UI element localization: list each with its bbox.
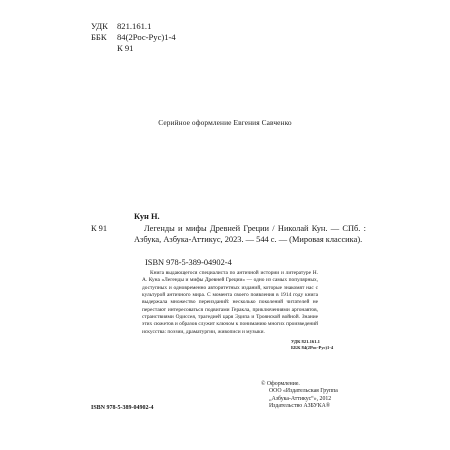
copyright-line: © Оформление. [261, 381, 300, 387]
bbk-line [91, 32, 176, 43]
author-heading: Кун Н. [134, 212, 160, 221]
bbk-label: ББК [91, 32, 107, 42]
bbk-value: 84(2Рос-Рус)1-4 [117, 32, 176, 42]
book-abstract: Книга выдающегося специалиста по античной истории и литературе Н. А. Куна «Легенды и мифы Древней Греции» — одно из самых популярных, доступных и одновременно авторитетных изданий, которые знакомят нас с культурой античного мира. С момента своего появления в 1914 году книга выдержала множество переизданий: несколько поколений читателей не перестают интересоваться подвигами Геракла, приключениями аргонавтов, странствиями Одиссея, трагедией царя Эдипа и Троянской войной. Знание этих сюжетов и образов служит ключом к пониманию многих произведений искусства: поэзии, драматургии, живописи и музыки. [142, 270, 318, 335]
copyright-notice [261, 381, 381, 411]
udk-value: 821.161.1 [117, 21, 152, 31]
series-credit: Серийное оформление Евгения Савченко [158, 118, 292, 127]
card-author-code: К 91 [91, 224, 108, 233]
mini-bbk: ББК 84(2Рос-Рус)1-4 [291, 345, 334, 350]
card-isbn: ISBN 978-5-389-04902-4 [145, 258, 232, 267]
footer-isbn: ISBN 978-5-389-04902-4 [91, 405, 154, 411]
author-code: К 91 [117, 43, 134, 53]
mini-udk: УДК 821.161.1 [291, 339, 320, 344]
udk-label: УДК [91, 21, 108, 31]
copyright-line: Издательство АЗБУКА® [269, 403, 331, 410]
bibliographic-description: Легенды и мифы Древней Греции / Николай Кун. — СПб. : Азбука, Азбука-Аттикус, 2023. — 544 с. — (Мировая классика). [134, 224, 366, 245]
udk-line [91, 21, 151, 32]
copyright-line: „Азбука-Аттикус“», 2012 [269, 395, 332, 402]
copyright-line: ООО «Издательская Группа [269, 388, 338, 395]
